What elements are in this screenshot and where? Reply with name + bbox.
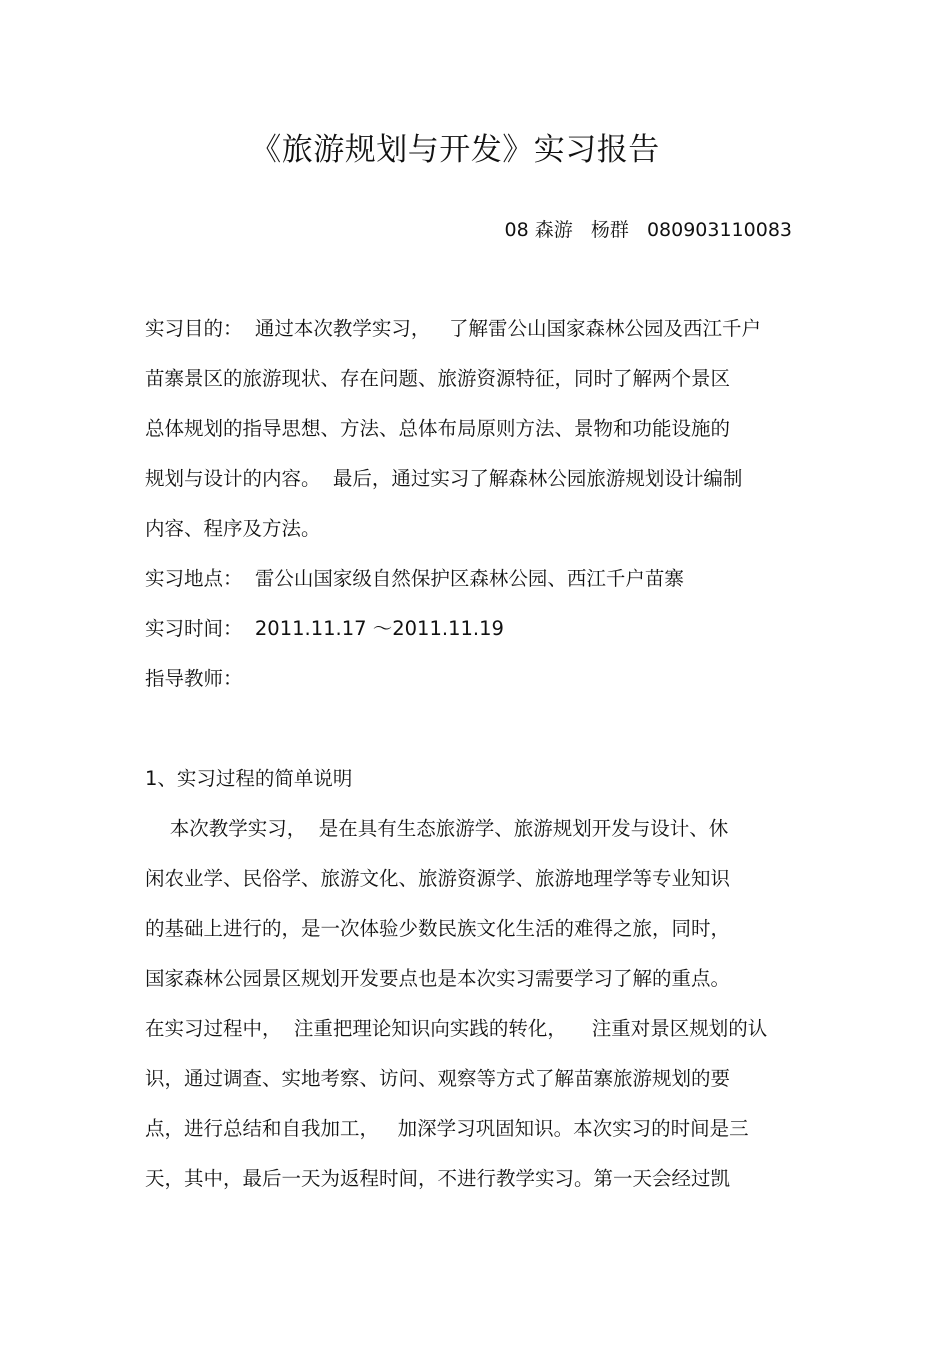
document-title: 《旅游规划与开发》实习报告 — [250, 132, 660, 168]
text-line: 闲农业学、民俗学、旅游文化、旅游资源学、旅游地理学等专业知识 — [145, 867, 731, 890]
text-line: 苗寨景区的旅游现状、存在问题、旅游资源特征，同时了解两个景区 — [145, 367, 731, 390]
text-line: 规划与设计的内容。 最后，通过实习了解森林公园旅游规划设计编制 — [145, 467, 743, 490]
text-line: 内容、程序及方法。 — [145, 517, 321, 540]
author-line: 08 森游 杨群 080903110083 — [504, 219, 792, 241]
text-line: 天，其中，最后一天为返程时间，不进行教学实习。第一天会经过凯 — [145, 1167, 731, 1190]
text-line: 识，通过调查、实地考察、访问、观察等方式了解苗寨旅游规划的要 — [145, 1067, 731, 1090]
text-line: 实习地点： 雷公山国家级自然保护区森林公园、西江千户苗寨 — [145, 567, 684, 590]
text-line: 实习目的： 通过本次教学实习， 了解雷公山国家森林公园及西江千户 — [145, 317, 761, 340]
text-line: 点，进行总结和自我加工， 加深学习巩固知识。本次实习的时间是三 — [145, 1117, 749, 1140]
section-heading: 1、实习过程的简单说明 — [145, 767, 353, 790]
text-line: 国家森林公园景区规划开发要点也是本次实习需要学习了解的重点。 — [145, 967, 731, 990]
text-line: 总体规划的指导思想、方法、总体布局原则方法、景物和功能设施的 — [145, 417, 731, 440]
text-line: 的基础上进行的，是一次体验少数民族文化生活的难得之旅，同时， — [145, 917, 731, 940]
text-line: 本次教学实习， 是在具有生态旅游学、旅游规划开发与设计、休 — [145, 817, 729, 840]
text-line: 实习时间： 2011.11.17 ～2011.11.19 — [145, 617, 504, 640]
text-line: 在实习过程中， 注重把理论知识向实践的转化， 注重对景区规划的认 — [145, 1017, 768, 1040]
text-line: 指导教师： — [145, 667, 243, 690]
